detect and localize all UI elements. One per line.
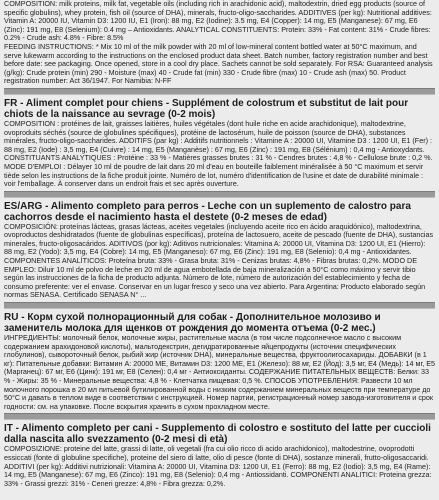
es-title: ES/ARG - Alimento completo para perros - Leche con un suplemento de calostro para cachorros desde el nacimiento hasta el destete (0-2 meses de edad)	[4, 200, 411, 223]
top-composition: COMPOSITION: milk proteins, milk fat, vegetable oils (including rich in arachidonic acid), maltodextrin, dried egg products (source of specific globulins), whey protein, fish oil (source of DHA), minerals, fructo-oligo-saccharides. ADDITIVES (per kg): Nutritional additives: Vitamin A: 20000 IU, Vitamin D3: 1200 IU, E1 (Iron): 88 mg, E2 (Iodine): 3.5 mg, E4 (Copper): 14 mg, E5 (Manganese): 67 mg, E6 (Zinc): 191 mg, E8 (Selenium): 0.4 mg – Antioxidants. ANALYTICAL CONSTITUENTS: Protein: 33% - Fat content: 31% - Crude fibres: 0.2% - Crude ash: 4.8% - Fibre: 8.5%	[4, 0, 432, 43]
section-es	[4, 201, 435, 300]
it-body: COMPOSIZIONE: proteine del latte, grassi di latte, oli vegetali (fra cui olio ricco di acido arachidonico), maltodestrine, ovoprodotti essiccati (fonte di globuline specifiche), proteine del siero di latte, olio di pesce (fonte di DHA), sostanze minerali, frutto-oligosaccaridi. ADDITIVI (per kg): Additivi nutrizionali: Vitamina A: 20000 UI, Vitamina D3: 1200 UI, E1 (Ferro): 88 mg, E2 (Iodio): 3,5 mg, E4 (Rame): 14 mg, E5 (Manganese): 67 mg, E6 (Zinco): 191 mg, E8 (Selenio): 0,4 mg - Antiossidanti. COMPONENTI ANALITICI: Proteina grezza: 33% - Grassi grezzi: 31% - Ceneri grezze: 4,8% - Fibra grezza: 0,2%.	[4, 444, 432, 488]
divider-bar	[4, 302, 435, 309]
top-feeding-instructions: FEEDING INSTRUCTIONS: * Mix 10 ml of the milk powder with 20 ml of low-mineral content bottled water at 50°C maximum, and serve lukewarm according to the instructions on the enclosed product data sheet. Batch number, factory registration number and best before date: see packaging. Once opened, store in a cool dry place. Sachets cannot be sold separately. For RSA: Guaranteed analysis (g/kg): Crude protein (min) 290 - Moisture (max) 40 - Crude fat (min) 330 - Crude fibre (max) 10 - Crude ash (max) 50. Product registration number: Act 36/1947. For Namibia: N-FF	[4, 41, 433, 86]
ru-body: ИНГРЕДИЕНТЫ: молочный белок, молочные жиры, растительные масла (в том числе подсолнечное масло с высоким содержанием арахидоновой кислоты), мальтодекстрин, дегидратированные яйцепродукты (источник специфических глобулинов), сывороточный белок, рыбий жир (источник DHA), минеральные вещества, фруктоолигосахариды. ДОБАВКИ (в 1 кг): Питательные добавки: Витамин А: 20000 МЕ, Витамин D3: 1200 МЕ, Е1 (Железо): 88 мг, Е2 (Йод): 3,5 мг, Е4 (Медь): 14 мг, Е5 (Марганец): 67 мг, Е6 (Цинк): 191 мг, Е8 (Селен): 0,4 мг - Антиоксиданты. СОДЕРЖАНИЕ ПИТАТЕЛЬНЫХ ВЕЩЕСТВ: Белки: 33 % - Жиры: 35 % - Минеральные вещества: 4,8 % - Клетчатка пищевая: 0,5 %. СПОСОБ УПОТРЕБЛЕНИЯ: Развести 10 мл молочного порошка в 20 мл питьевой бутилированной воды с низким содержанием минеральных веществ при температуре до 50°C и давать в теплом виде в соответствии с инструкцией. Номер партии, регистрационный номер завода-изготовителя и срок годности: см. на упаковке. После вскрытия хранить в сухом прохладном месте.	[4, 333, 436, 411]
fr-body: COMPOSITION : protéines de lait, graisses laitières, huiles végétales (dont huile riche en acide arachidonique), maltodextrine, ovoproduits séchés (source de globulines spécifiques), protéine de lactosérum, huile de poisson (source de DHA), substances minérales, fructo-oligo-saccharides. ADDITIFS (par kg) : Additifs nutritionnels : Vitamine A : 20000 UI, Vitamine D3 : 1200 UI, E1 (Fer) : 88 mg, E2 (Iode) : 3,5 mg, E4 (Cuivre) : 14 mg, E5 (Manganèse) : 67 mg, E6 (Zinc) : 191 mg, E8 (Sélénium) : 0,4 mg - Antioxydants. CONSTITUANTS ANALYTIQUES : Protéine : 33 % - Matières grasses brutes : 31 % - Cendres brutes : 4,8 % - Cellulose brute : 0,2 %. MODE D'EMPLOI : Délayer 10 ml de poudre de lait dans 20 ml d'eau en bouteille faiblement minéralisée à 50 °C maximum et servir tiède selon les instructions de la fiche produit jointe. Numéro de lot, numéro d'identification de l'usine et date de durabilité minimale : voir l'emballage. À conserver dans un endroit frais et sec après ouverture.	[4, 118, 433, 189]
section-it	[4, 423, 435, 488]
es-body: COMPOSICIÓN: proteínas lácteas, grasas lácteas, aceites vegetales (incluyendo aceite rico en ácido araquidónico), maltodextrina, ovoproductos deshidratados (fuente de globulinas específicas), proteína de lactosuero, aceite de pescado (fuente de DHA), sustancias minerales, fructo-oligosacáridos. ADITIVOS (por kg): Aditivos nutricionales: Vitamina A: 20000 UI, Vitamina D3: 1200 UI, E1 (Hierro): 88 mg, E2 (Yodo): 3,5 mg, E4 (Cobre): 14 mg, E5 (Manganeso): 67 mg, E6 (Zinc): 191 mg, E8 (Selenio): 0,4 mg - Antioxidantes. COMPONENTES ANALÍTICOS: Proteína bruta: 33% - Grasa bruta: 31% - Cenizas brutas: 4,8% - Fibras brutas: 0,2%. MODO DE EMPLEO: Diluir 10 ml de polvo de leche en 20 ml de agua embotellada de baja mineralización a 50°C como máximo y servir tibio según las instrucciones de la ficha de producto adjunta. Número de lote, número de autorización del establecimiento y fecha de consumo preferente: ver el envase. Conservar en un lugar fresco y seco una vez abierto. Para Argentina: Producto elaborado según normas SENASA. Certificado SENASA N° ...	[4, 221, 434, 300]
divider-bar	[4, 191, 435, 198]
fr-title: FR - Aliment complet pour chiens - Supplément de colostrum et substitut de lait pour chiots de la naissance au sevrage (0-2 mois)	[4, 97, 409, 120]
section-ru	[4, 312, 435, 411]
divider-bar	[4, 88, 435, 95]
top-block	[4, 0, 435, 86]
section-fr	[4, 98, 435, 189]
divider-bar	[4, 413, 435, 420]
ru-title: RU - Корм сухой полнорационный для собак - Дополнительное молозиво и заменитель молока для щенков от рождения до момента отъема (0-2 мес.)	[4, 312, 381, 335]
it-title: IT - Alimento completo per cani - Supplemento di colostro e sostituto del latte per cuccioli dalla nascita allo svezzamento (0-2 mesi di età)	[4, 423, 431, 446]
